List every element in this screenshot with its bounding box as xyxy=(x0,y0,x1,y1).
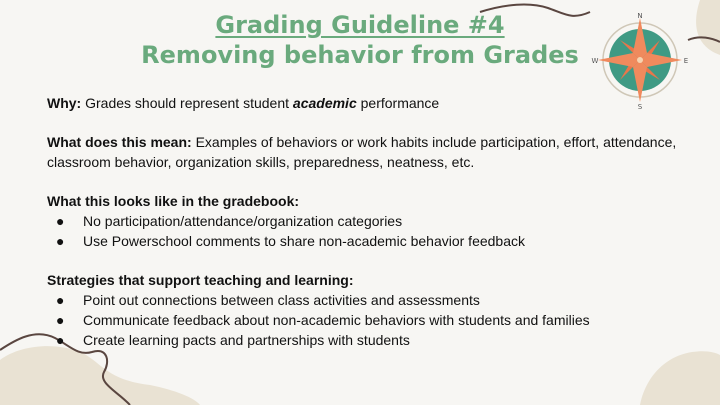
meaning-text: Examples of behaviors or work habits include participation, effort, attendance, classroom behavior, organization skills, preparedness, neatness, etc. xyxy=(47,134,677,170)
meaning-paragraph xyxy=(47,132,687,172)
bullet-icon: ● xyxy=(56,233,65,249)
list-item-text: Communicate feedback about non-academic behaviors with students and families xyxy=(83,312,590,328)
compass-e-label: E xyxy=(683,57,689,65)
meaning-label: What does this mean: xyxy=(47,134,192,150)
list-item xyxy=(47,231,687,251)
list-item xyxy=(47,310,687,330)
slide-content xyxy=(47,93,687,350)
title-line-1: Grading Guideline #4 xyxy=(215,11,505,39)
strategies-heading: Strategies that support teaching and learning: xyxy=(47,272,354,288)
why-emphasis: academic xyxy=(292,95,357,111)
list-item xyxy=(47,290,687,310)
bullet-icon: ● xyxy=(56,332,65,348)
bullet-icon: ● xyxy=(56,213,65,229)
bullet-icon: ● xyxy=(56,292,65,308)
compass-s-label: S xyxy=(637,103,643,110)
list-item-text: Create learning pacts and partnerships with students xyxy=(83,332,410,348)
gradebook-heading: What this looks like in the gradebook: xyxy=(47,193,300,209)
compass-n-label: N xyxy=(637,12,643,20)
title-line-2: Removing behavior from Grades xyxy=(141,41,579,69)
bottom-right-blob xyxy=(640,351,720,405)
list-item-text: Use Powerschool comments to share non-academic behavior feedback xyxy=(83,233,526,249)
bottom-left-blob xyxy=(0,346,200,405)
bullet-icon: ● xyxy=(56,312,65,328)
list-item xyxy=(47,330,687,350)
why-label: Why: xyxy=(47,95,82,111)
strategies-list xyxy=(47,290,687,350)
list-item-text: Point out connections between class activities and assessments xyxy=(83,292,480,308)
why-paragraph xyxy=(47,93,687,113)
list-item xyxy=(47,211,687,231)
gradebook-list xyxy=(47,211,687,251)
list-item-text: No participation/attendance/organization categories xyxy=(83,213,403,229)
why-text-after: performance xyxy=(356,95,440,111)
why-text-before: Grades should represent student xyxy=(81,95,293,111)
compass-w-label: W xyxy=(591,57,599,65)
